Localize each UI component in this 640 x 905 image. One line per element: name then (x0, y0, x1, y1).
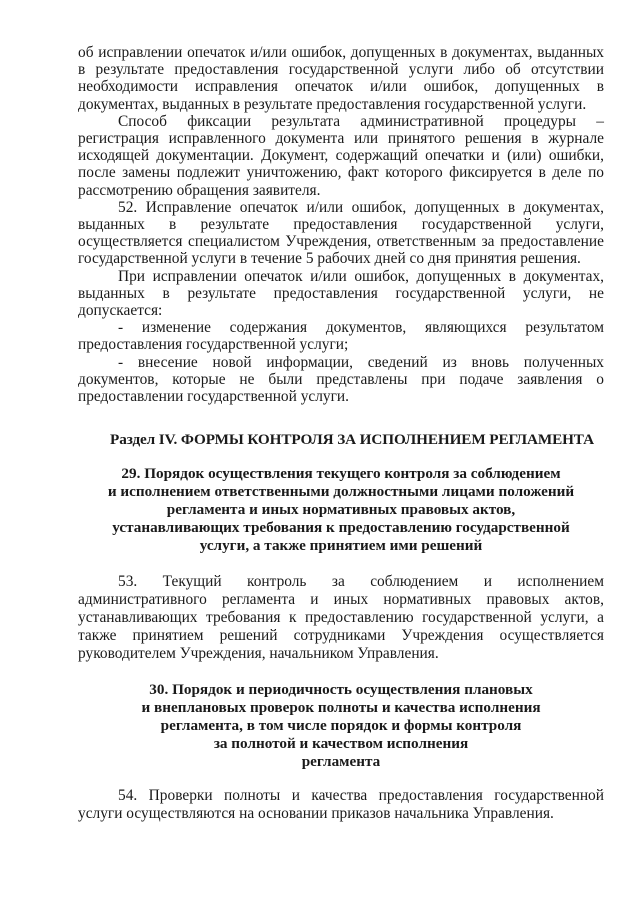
paragraph-53: 53. Текущий контроль за соблюдением и исполнением административного регламента и иных нормативных правовых актов, устанавливающих требования к предоставлению государственной услуги, а также принятием решений сотрудниками Учреждения осуществляется руководителем Учреждения, начальником Управления. (78, 573, 604, 663)
paragraph-54: 54. Проверки полноты и качества предоставления государственной услуги осуществляются на основании приказов начальника Управления. (78, 787, 604, 823)
heading-29-line: и исполнением ответственными должностными лицами положений (107, 483, 575, 501)
heading-29-line: 29. Порядок осуществления текущего контроля за соблюдением (121, 465, 561, 483)
heading-30-line: за полнотой и качеством исполнения (213, 735, 469, 753)
heading-29-line: регламента и иных нормативных правовых актов, (166, 501, 516, 519)
heading-30-line: регламента, в том числе порядок и формы контроля (160, 717, 522, 735)
heading-29-line: устанавливающих требования к предоставлению государственной (112, 519, 570, 537)
heading-30-line: регламента (301, 753, 381, 771)
paragraph-52: 52. Исправление опечаток и/или ошибок, допущенных в документах, выданных в результате предоставления государственной услуги, осуществляется специалистом Учреждения, ответственным за предоставление государственной услуги в течение 5 рабочих дней со дня принятия решения. (78, 198, 604, 268)
list-item-new-info: - внесение новой информации, сведений из вновь полученных документов, которые не были представлены при подаче заявления о предоставлении государственной услуги. (78, 353, 604, 406)
heading-30-line: 30. Порядок и периодичность осуществления плановых (149, 681, 533, 699)
heading-30 (78, 681, 604, 771)
list-item-content-change: - изменение содержания документов, являющихся результатом предоставления государственной услуги; (78, 319, 604, 354)
heading-30-line: и внеплановых проверок полноты и качества исполнения (141, 699, 541, 717)
heading-29-line: услуги, а также принятием ими решений (199, 537, 483, 555)
paragraph-fixation-method: Способ фиксации результата административной процедуры – регистрация исправленного документа или принятого решения в журнале исходящей документации. Документ, содержащий опечатки и (или) ошибки, после замены подлежит уничтожению, факт которого фиксируется в деле по рассмотрению обращения заявителя. (78, 112, 604, 199)
section-iv-heading: Раздел IV. ФОРМЫ КОНТРОЛЯ ЗА ИСПОЛНЕНИЕМ РЕГЛАМЕНТА (110, 431, 594, 449)
paragraph-not-allowed: При исправлении опечаток и/или ошибок, допущенных в документах, выданных в результате предоставления государственной услуги, не допускается: (78, 267, 604, 320)
paragraph-correction-decision: об исправлении опечаток и/или ошибок, допущенных в документах, выданных в результате предоставления государственной услуги либо об отсутствии необходимости исправления опечаток и/или ошибок, допущенных в документах, выданных в результате предоставления государственной услуги. (78, 44, 604, 113)
heading-29 (78, 465, 604, 555)
